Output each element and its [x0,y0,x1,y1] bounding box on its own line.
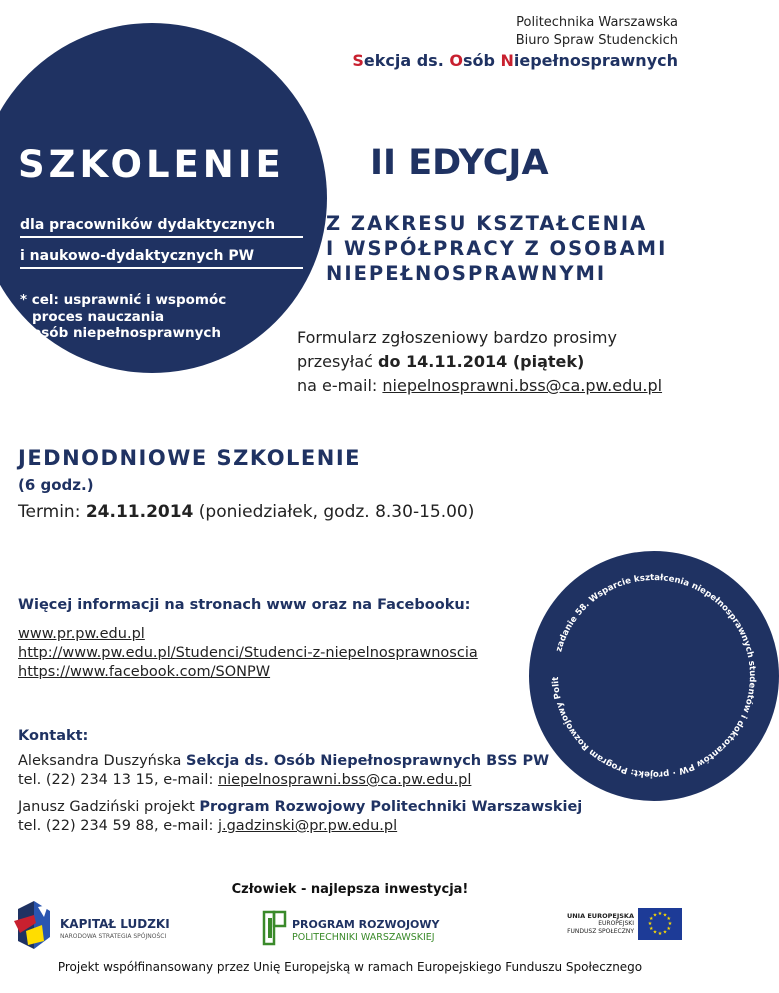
contact-person-2 [18,798,582,836]
email-prefix: na e-mail: [297,376,383,395]
svg-text:★: ★ [657,911,663,917]
contact-line [18,752,549,771]
more-info-heading: Więcej informacji na stronach www oraz na Facebooku: [18,597,471,613]
registration-info [297,326,662,398]
audience-line: dla pracowników dydaktycznych [20,217,303,238]
svg-text:★: ★ [649,916,654,922]
section-name [352,50,678,72]
term-label: Termin: [18,502,86,522]
topic-line: NIEPEŁNOSPRAWNYMI [326,262,607,285]
goal-line: * cel: usprawnić i wspomóc [20,292,227,308]
svg-text:★: ★ [647,921,653,927]
svg-text:★: ★ [652,929,658,936]
eu-fund-label: EUROPEJSKI [598,920,634,927]
term-details: (poniedziałek, godz. 8.30-15.00) [193,502,475,522]
program-rozwojowy-emblem-icon [262,910,288,946]
svg-text:★: ★ [662,929,668,936]
eu-text [567,912,634,936]
slogan: Człowiek - najlepsza inwestycja! [231,882,469,897]
link-facebook[interactable]: https://www.facebook.com/SONPW [18,664,271,680]
contact-heading: Kontakt: [18,728,89,744]
topic-line: Z ZAKRESU KSZTAŁCENIA [326,212,648,235]
circle-text-graphic [524,544,779,801]
training-term [18,502,474,522]
contact-org: Program Rozwojowy Politechniki Warszawskiej [199,799,583,815]
circle-text-path: zadanie 58. Wsparcie kształcenia niepełnosprawnych studentów i doktorantów PW · projekt: Program Rozwojowy Politechniki Warszawskiej [524,544,758,780]
svg-text:★: ★ [662,912,668,919]
registration-line: Formularz zgłoszeniowy bardzo prosimy [297,328,617,347]
contact-name: Aleksandra Duszyńska [18,753,187,769]
contact-phone: tel. (22) 234 13 15, e-mail: [18,772,218,788]
link-pr-pw[interactable]: www.pr.pw.edu.pl [18,626,145,642]
svg-text:★: ★ [657,931,663,937]
training-topic [326,211,667,286]
more-info-links [18,625,478,682]
kapital-ludzki-name: KAPITAŁ LUDZKI [60,917,170,931]
office-name: Biuro Spraw Studenckich [515,33,678,48]
eu-fund-label: FUNDUSZ SPOŁECZNY [567,928,634,935]
program-rozwojowy-logo [262,908,462,952]
circle-text [524,544,757,779]
eu-stars-icon [638,908,682,940]
registration-deadline: do 14.11.2014 (piątek) [378,352,585,371]
goal-line: osób niepełnosprawnych [32,325,222,341]
training-goal [20,292,226,342]
contact-line [18,771,549,790]
registration-email-link[interactable]: niepelnosprawni.bss@ca.pw.edu.pl [382,376,663,395]
kapital-ludzki-subtitle: NARODOWA STRATEGIA SPÓJNOŚCI [60,933,167,940]
contact-line [18,817,582,836]
eu-logo [540,908,682,946]
program-rozwojowy-subtitle: POLITECHNIKI WARSZAWSKIEJ [292,932,435,943]
svg-text:★: ★ [652,912,658,919]
contact-org: Sekcja ds. Osób Niepełnosprawnych BSS PW [186,753,550,769]
training-title: SZKOLENIE [18,143,285,186]
svg-text:★: ★ [666,926,671,932]
deadline-prefix: przesyłać [297,352,379,371]
registration-deadline-line [297,350,662,374]
eu-union-label: UNIA EUROPEJSKA [566,912,634,920]
contact-email-link[interactable]: j.gadzinski@pr.pw.edu.pl [217,818,398,834]
footer-note: Projekt współfinansowany przez Unię Europejską w ramach Europejskiego Funduszu Społecznego [57,960,643,974]
section-part: ekcja ds. [363,51,450,70]
topic-line: I WSPÓŁPRACY Z OSOBAMI [326,237,668,260]
contact-person-1 [18,752,549,790]
training-hours: (6 godz.) [18,476,94,494]
one-day-training-heading: JEDNODNIOWE SZKOLENIE [18,446,362,470]
header [352,14,678,72]
link-pw-students[interactable]: http://www.pw.edu.pl/Studenci/Studenci-z-niepelnosprawnoscia [18,645,478,661]
goal-line: proces nauczania [32,308,165,325]
audience-line: i naukowo-dydaktycznych PW [20,248,303,269]
program-rozwojowy-title: PROGRAM ROZWOJOWY [292,918,440,931]
university-name: Politechnika Warszawska [516,15,678,30]
section-initial-n: N [500,51,514,70]
eu-flag-icon [638,908,682,940]
svg-text:★: ★ [667,921,673,927]
section-part: iepełnosprawnych [513,51,678,70]
contact-line [18,798,582,817]
term-date: 24.11.2014 [85,502,194,522]
section-initial-o: O [449,51,463,70]
kapital-ludzki-logo [14,901,174,953]
svg-text:★: ★ [649,926,654,932]
section-part: sób [462,51,501,70]
svg-text:★: ★ [666,916,671,922]
kapital-ludzki-emblem-icon [14,901,54,951]
edition-title: II EDYCJA [370,143,549,183]
registration-email-line [297,374,662,398]
section-initial-s: S [352,51,364,70]
contact-name: Janusz Gadziński projekt [18,799,200,815]
contact-email-link[interactable]: niepelnosprawni.bss@ca.pw.edu.pl [217,772,472,788]
contact-phone: tel. (22) 234 59 88, e-mail: [18,818,218,834]
